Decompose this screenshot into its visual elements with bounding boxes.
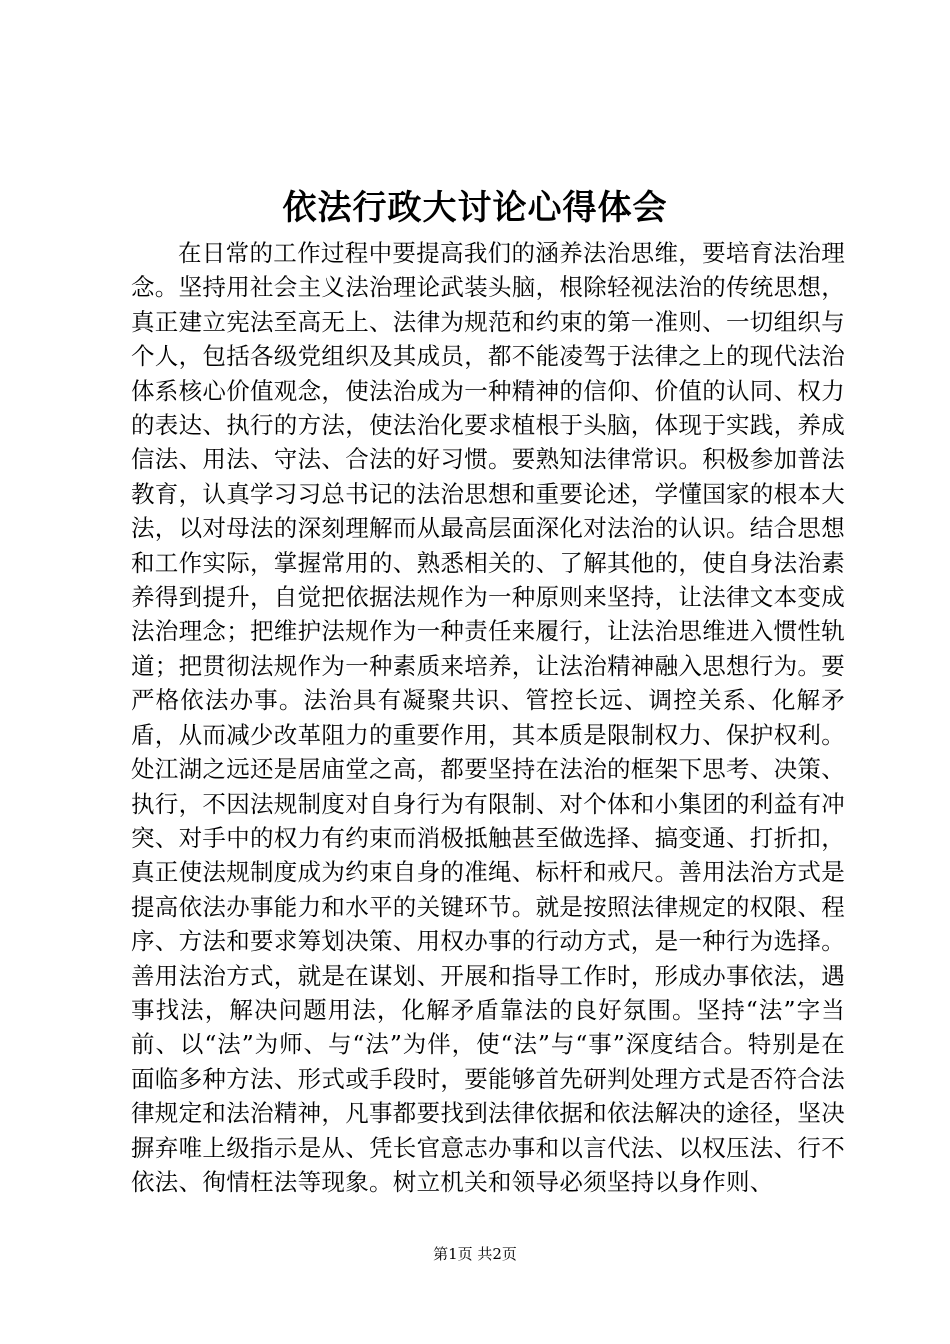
document-title: 依法行政大讨论心得体会 [282, 188, 668, 228]
page-number-footer: 第1页 共2页 [433, 1245, 517, 1263]
body-paragraph: 在日常的工作过程中要提高我们的涵养法治思维，要培育法治理念。坚持用社会主义法治理论武装头脑，根除轻视法治的传统思想，真正建立宪法至高无上、法律为规范和约束的第一准则、一切组织与个人，包括各级党组织及其成员，都不能凌驾于法律之上的现代法治体系核心价值观念，使法治成为一种精神的信仰、价值的认同、权力的表达、执行的方法，使法治化要求植根于头脑，体现于实践，养成信法、用法、守法、合法的好习惯。要熟知法律常识。积极参加普法教育，认真学习习总书记的法治思想和重要论述，学懂国家的根本大法，以对母法的深刻理解而从最高层面深化对法治的认识。结合思想和工作实际，掌握常用的、熟悉相关的、了解其他的，使自身法治素养得到提升，自觉把依据法规作为一种原则来坚持，让法律文本变成法治理念；把维护法规作为一种责任来履行，让法治思维进入惯性轨道；把贯彻法规作为一种素质来培养，让法治精神融入思想行为。要严格依法办事。法治具有凝聚共识、管控长远、调控关系、化解矛盾，从而减少改革阻力的重要作用，其本质是限制权力、保护权利。处江湖之远还是居庙堂之高，都要坚持在法治的框架下思考、决策、执行，不因法规制度对自身行为有限制、对个体和小集团的利益有冲突、对手中的权力有约束而消极抵触甚至做选择、搞变通、打折扣，真正使法规制度成为约束自身的准绳、标杆和戒尺。善用法治方式是提高依法办事能力和水平的关键环节。就是按照法律规定的权限、程序、方法和要求筹划决策、用权办事的行动方式，是一种行为选择。善用法治方式，就是在谋划、开展和指导工作时，形成办事依法，遇事找法，解决问题用法，化解矛盾靠法的良好氛围。坚持“法”字当前、以“法”为师、与“法”为伴，使“法”与“事”深度结合。特别是在面临多种方法、形式或手段时，要能够首先研判处理方式是否符合法律规定和法治精神，凡事都要找到法律依据和依法解决的途径，坚决摒弃唯上级指示是从、凭长官意志办事和以言代法、以权压法、行不依法、徇情枉法等现象。树立机关和领导必须坚持以身作则、 [131, 239, 845, 1196]
